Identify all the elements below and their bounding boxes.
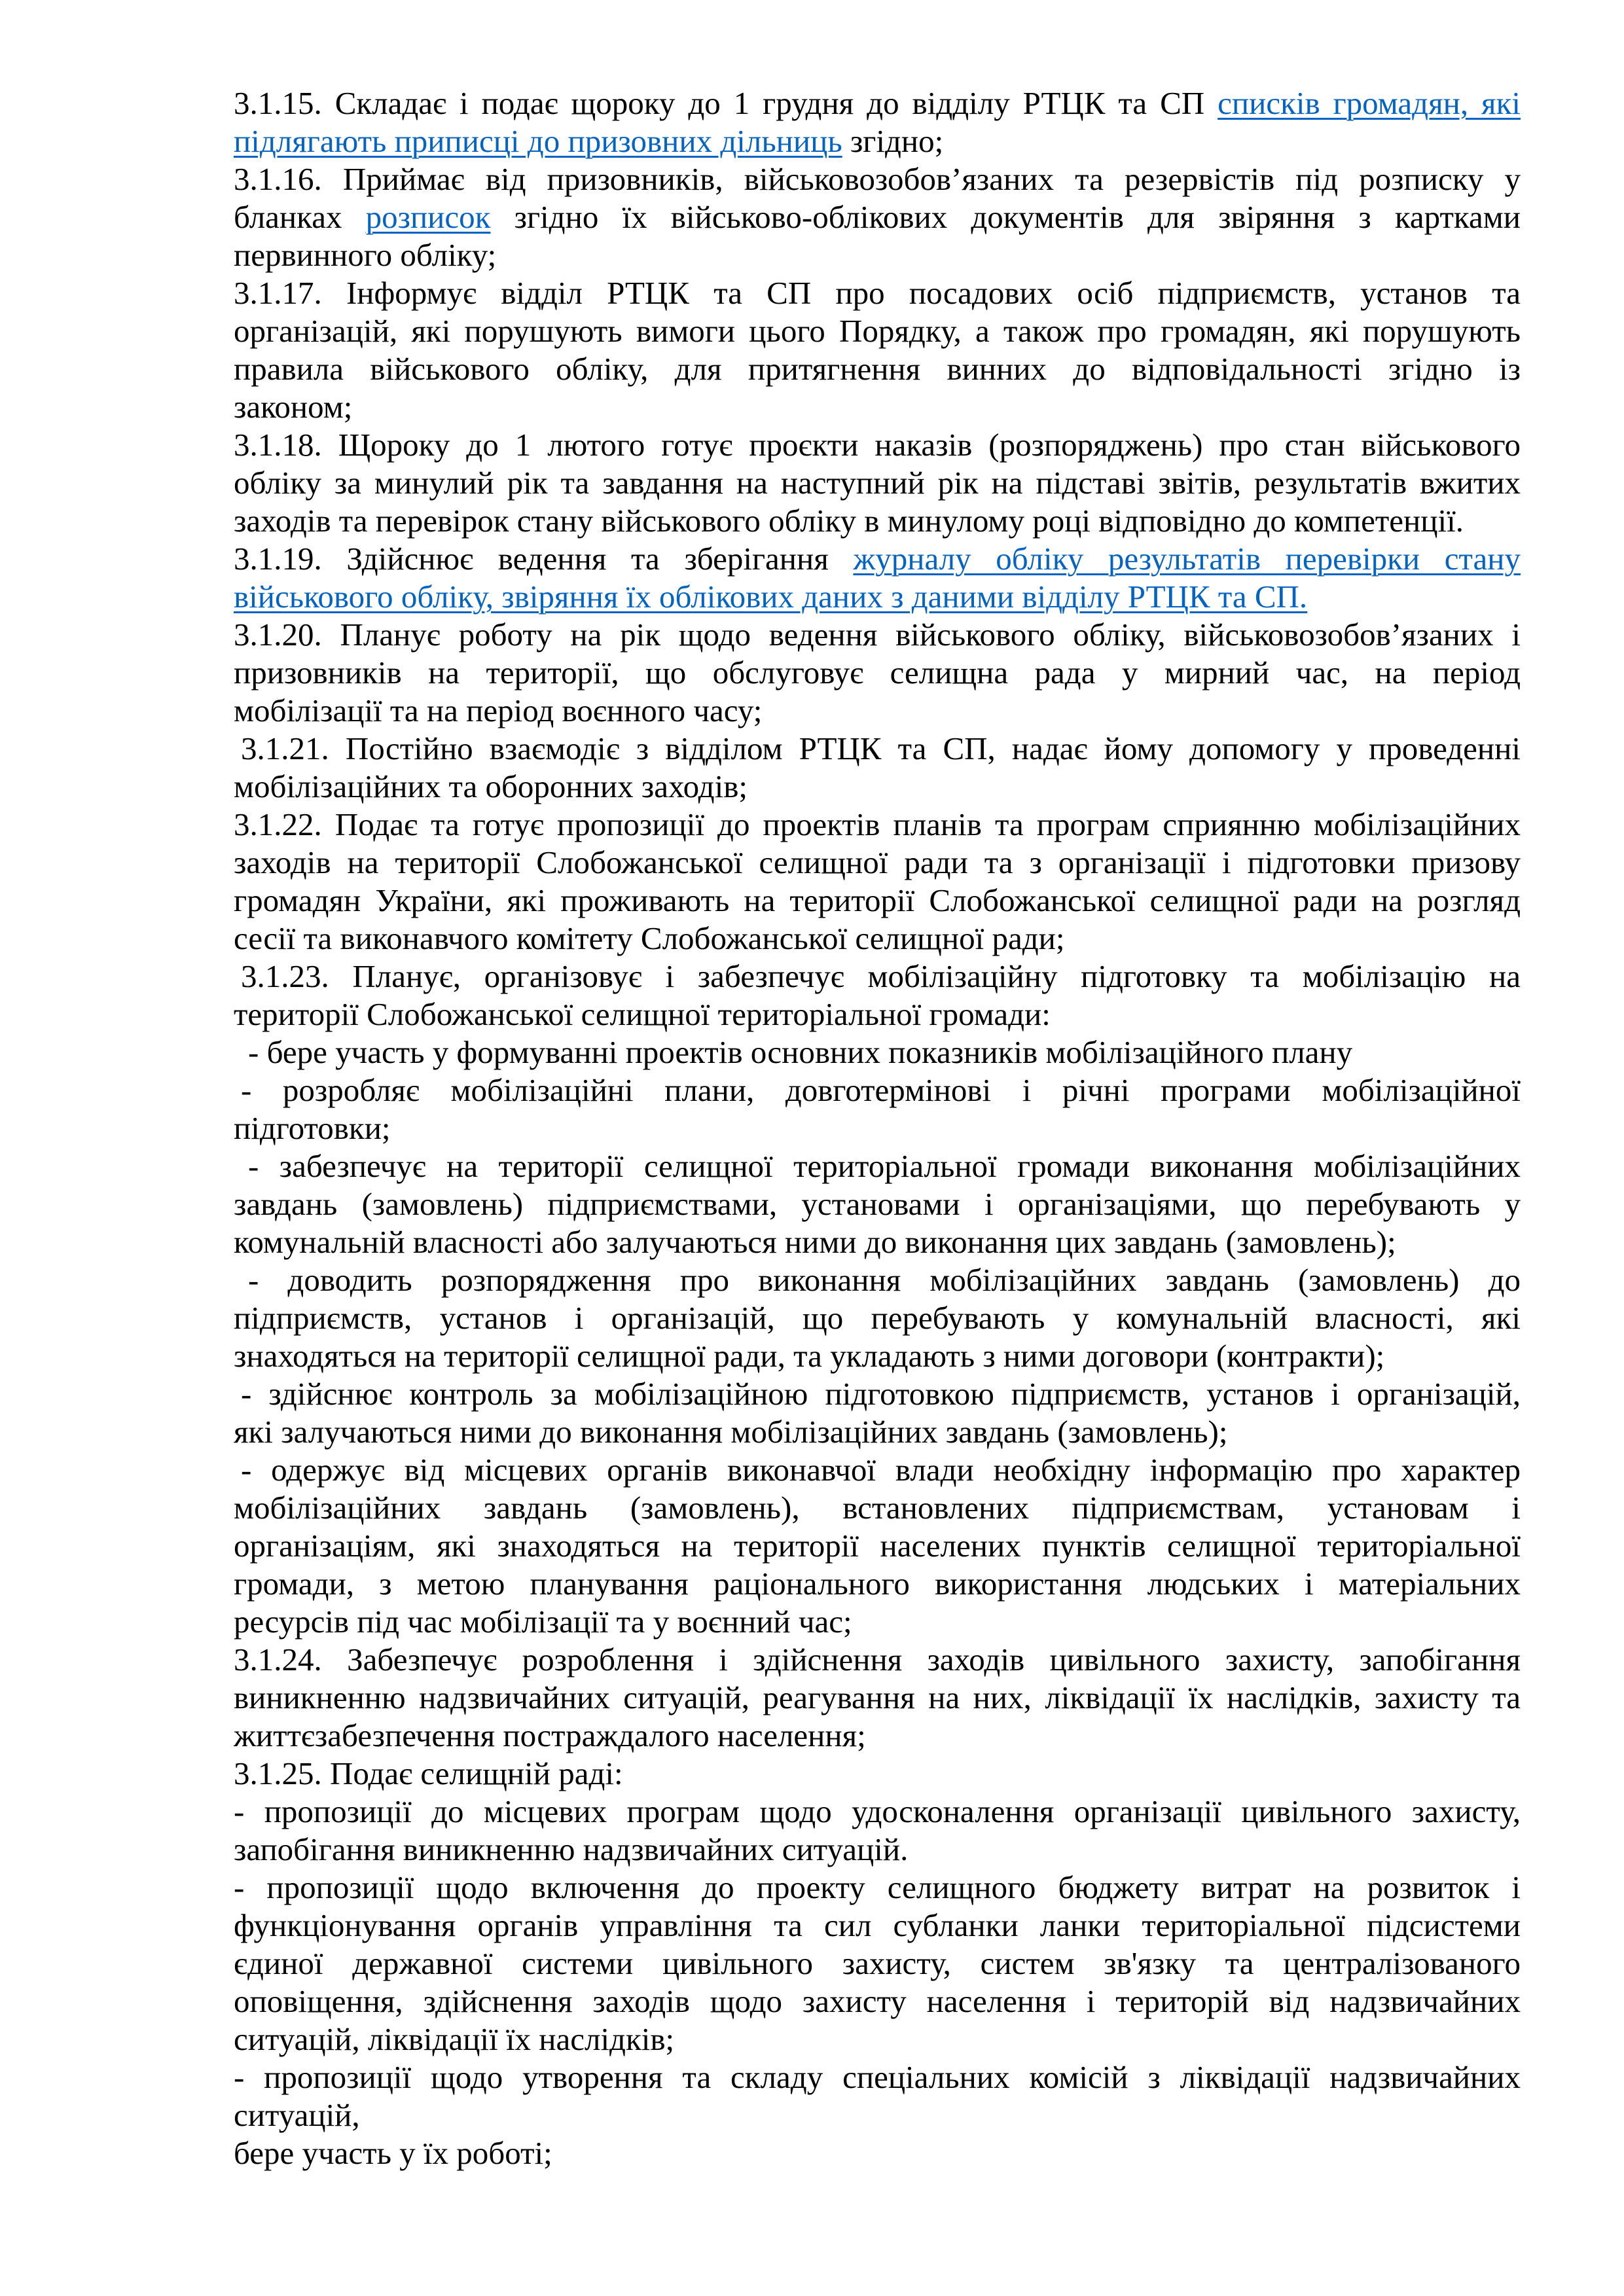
paragraph xyxy=(234,540,1521,616)
text-segment: - розробляє мобілізаційні плани, довготермінові і річні програми мобілізаційної xyxy=(241,1072,1521,1108)
text-line xyxy=(234,882,1521,920)
text-segment: - пропозиції до місцевих програм щодо удосконалення організації цивільного захисту, xyxy=(234,1793,1521,1829)
text-line xyxy=(234,654,1521,692)
text-segment: 3.1.16. Приймає від призовників, військовозобов’язаних та резервістів під розписку у xyxy=(234,161,1521,197)
text-line xyxy=(234,1223,1521,1261)
paragraph xyxy=(234,1375,1521,1451)
document-link[interactable]: підлягають приписці до призовних дільниць xyxy=(234,123,842,159)
paragraph xyxy=(234,2134,1521,2172)
text-line xyxy=(234,1337,1521,1375)
text-segment: сесії та виконавчого комітету Слобожанської селищної ради; xyxy=(234,920,1065,956)
paragraph xyxy=(234,426,1521,540)
text-segment: 3.1.22. Подає та готує пропозиції до проектів планів та програм сприянню мобілізаційних xyxy=(234,806,1521,842)
text-line xyxy=(234,1109,1521,1147)
text-line xyxy=(234,1071,1521,1109)
text-segment: - пропозиції щодо утворення та складу спеціальних комісій з ліквідації надзвичайних xyxy=(234,2059,1521,2095)
text-segment: виникненню надзвичайних ситуацій, реагування на них, ліквідації їх наслідків, захисту та xyxy=(234,1679,1521,1715)
text-segment: - здійснює контроль за мобілізаційною підготовкою підприємств, установ і організацій, xyxy=(241,1376,1521,1412)
text-line xyxy=(234,1489,1521,1527)
text-line xyxy=(234,1793,1521,1831)
text-line xyxy=(234,540,1521,578)
text-line xyxy=(234,616,1521,654)
text-line xyxy=(234,1755,1521,1793)
text-segment: громадян України, які проживають на території Слобожанської селищної ради на розгляд xyxy=(234,882,1521,918)
text-line xyxy=(234,578,1521,616)
paragraph xyxy=(234,1071,1521,1147)
text-segment: комунальній власності або залучаються ними до виконання цих завдань (замовлень); xyxy=(234,1224,1396,1260)
text-line xyxy=(234,958,1521,996)
text-line xyxy=(234,236,1521,274)
text-segment: єдиної державної системи цивільного захисту, систем зв'язку та централізованого xyxy=(234,1945,1521,1981)
text-segment: території Слобожанської селищної територіальної громади: xyxy=(234,996,1051,1032)
paragraph xyxy=(234,160,1521,274)
text-line xyxy=(234,1679,1521,1717)
paragraph xyxy=(234,84,1521,160)
text-line xyxy=(234,274,1521,312)
text-segment: обліку за минулий рік та завдання на наступний рік на підставі звітів, результатів вжитих xyxy=(234,465,1521,501)
text-line xyxy=(234,1831,1521,1869)
text-segment: оповіщення, здійснення заходів щодо захисту населення і територій від надзвичайних xyxy=(234,1983,1521,2019)
text-segment: організацій, які порушують вимоги цього Порядку, а також про громадян, які порушують xyxy=(234,313,1521,349)
text-line xyxy=(234,122,1521,160)
text-segment: 3.1.23. Планує, організовує і забезпечує мобілізаційну підготовку та мобілізацію на xyxy=(241,958,1521,994)
paragraph xyxy=(234,1755,1521,1793)
text-line xyxy=(234,2020,1521,2058)
text-line xyxy=(234,844,1521,882)
text-line xyxy=(234,84,1521,122)
paragraph xyxy=(234,1451,1521,1641)
text-line xyxy=(234,1641,1521,1679)
text-line xyxy=(234,768,1521,806)
text-segment: знаходяться на території селищної ради, та укладають з ними договори (контракти); xyxy=(234,1338,1385,1374)
text-line xyxy=(234,996,1521,1033)
text-segment: - бере участь у формуванні проектів основних показників мобілізаційного плану xyxy=(248,1034,1353,1070)
text-line xyxy=(234,1869,1521,1907)
text-segment: - доводить розпорядження про виконання мобілізаційних завдань (замовлень) до xyxy=(248,1262,1521,1298)
text-line xyxy=(234,1907,1521,1945)
text-line xyxy=(234,1261,1521,1299)
text-line xyxy=(234,1945,1521,1982)
text-line xyxy=(234,806,1521,844)
text-segment: заходів та перевірок стану військового обліку в минулому році відповідно до компетенції. xyxy=(234,503,1464,539)
paragraph xyxy=(234,616,1521,730)
paragraph xyxy=(234,1869,1521,2058)
text-segment: ситуацій, ліквідації їх наслідків; xyxy=(234,2021,675,2057)
text-segment: законом; xyxy=(234,389,353,425)
paragraph xyxy=(234,1147,1521,1261)
text-segment: 3.1.20. Планує роботу на рік щодо ведення військового обліку, військовозобов’язаних і xyxy=(234,617,1521,653)
paragraph xyxy=(234,958,1521,1033)
text-segment: 3.1.17. Інформує відділ РТЦК та СП про посадових осіб підприємств, установ та xyxy=(234,275,1521,311)
text-line xyxy=(234,1147,1521,1185)
text-line xyxy=(234,920,1521,958)
text-line xyxy=(234,1375,1521,1413)
text-line xyxy=(234,2058,1521,2096)
text-line xyxy=(234,426,1521,464)
text-segment: згідно; xyxy=(842,123,944,159)
text-line xyxy=(234,198,1521,236)
text-segment: бере участь у їх роботі; xyxy=(234,2135,552,2171)
text-segment: мобілізаційних та оборонних заходів; xyxy=(234,768,748,804)
document-page xyxy=(234,84,1521,2172)
text-line xyxy=(234,1717,1521,1755)
text-line xyxy=(234,1413,1521,1451)
text-segment: первинного обліку; xyxy=(234,237,497,273)
text-segment: завдань (замовлень) підприємствами, установами і організаціями, що перебувають у xyxy=(234,1186,1521,1222)
text-segment: функціонування органів управління та сил субланки ланки територіальної підсистеми xyxy=(234,1907,1521,1943)
text-segment: - одержує від місцевих органів виконавчої влади необхідну інформацію про характер xyxy=(241,1452,1521,1488)
text-line xyxy=(234,2134,1521,2172)
text-segment: 3.1.21. Постійно взаємодіє з відділом РТЦК та СП, надає йому допомогу у проведенні xyxy=(241,730,1521,766)
paragraph xyxy=(234,730,1521,806)
text-line xyxy=(234,1299,1521,1337)
text-segment: запобігання виникненню надзвичайних ситуацій. xyxy=(234,1831,909,1867)
paragraph xyxy=(234,274,1521,426)
text-segment: ситуацій, xyxy=(234,2097,360,2133)
text-line xyxy=(234,1565,1521,1603)
text-line xyxy=(234,160,1521,198)
text-segment: правила військового обліку, для притягнення винних до відповідальності згідно із xyxy=(234,351,1521,387)
text-segment: ресурсів під час мобілізації та у воєнний час; xyxy=(234,1604,852,1640)
text-segment: згідно їх військово-облікових документів для звіряння з картками xyxy=(490,199,1521,235)
text-line xyxy=(234,388,1521,426)
text-segment: підприємств, установ і організацій, що перебувають у комунальній власності, які xyxy=(234,1300,1521,1336)
text-segment: 3.1.15. Складає і подає щороку до 1 грудня до відділу РТЦК та СП xyxy=(234,85,1218,121)
text-segment: громади, з метою планування раціонального використання людських і матеріальних xyxy=(234,1566,1521,1602)
text-line xyxy=(234,464,1521,502)
text-line xyxy=(234,1982,1521,2020)
document-link[interactable]: розписок xyxy=(365,199,491,235)
text-segment: 3.1.19. Здійснює ведення та зберігання xyxy=(234,541,854,577)
text-line xyxy=(234,312,1521,350)
text-segment: мобілізації та на період воєнного часу; xyxy=(234,692,763,728)
text-segment: підготовки; xyxy=(234,1110,391,1146)
text-segment: 3.1.25. Подає селищній раді: xyxy=(234,1755,623,1791)
text-line xyxy=(234,1451,1521,1489)
text-line xyxy=(234,730,1521,768)
text-segment: організаціям, які знаходяться на території населених пунктів селищної територіальної xyxy=(234,1528,1521,1564)
document-link[interactable]: військового обліку, звіряння їх облікових даних з даними відділу РТЦК та СП. xyxy=(234,579,1308,615)
text-line xyxy=(234,692,1521,730)
text-line xyxy=(234,1603,1521,1641)
paragraph xyxy=(234,1641,1521,1755)
text-segment: призовників на території, що обслуговує селищна рада у мирний час, на період xyxy=(234,655,1521,691)
document-link[interactable]: журналу обліку результатів перевірки стану xyxy=(853,541,1521,577)
paragraph xyxy=(234,806,1521,958)
text-segment: - пропозиції щодо включення до проекту селищного бюджету витрат на розвиток і xyxy=(234,1869,1521,1905)
text-line xyxy=(234,1185,1521,1223)
text-segment: мобілізаційних завдань (замовлень), встановлених підприємствам, установам і xyxy=(234,1490,1521,1526)
text-segment: 3.1.18. Щороку до 1 лютого готує проєкти наказів (розпоряджень) про стан військового xyxy=(234,427,1521,463)
text-segment: заходів на території Слобожанської селищної ради та з організації і підготовки призову xyxy=(234,844,1521,880)
text-segment: життєзабезпечення постраждалого населення; xyxy=(234,1717,866,1753)
text-segment: - забезпечує на території селищної територіальної громади виконання мобілізаційних xyxy=(248,1148,1521,1184)
text-line xyxy=(234,2096,1521,2134)
text-segment: 3.1.24. Забезпечує розроблення і здійснення заходів цивільного захисту, запобігання xyxy=(234,1641,1521,1677)
paragraph xyxy=(234,1261,1521,1375)
paragraph xyxy=(234,1033,1521,1071)
paragraph xyxy=(234,2058,1521,2134)
text-line xyxy=(234,1033,1521,1071)
text-line xyxy=(234,350,1521,388)
text-segment: які залучаються ними до виконання мобілізаційних завдань (замовлень); xyxy=(234,1414,1228,1450)
document-link[interactable]: списків громадян, які xyxy=(1218,85,1521,121)
paragraph xyxy=(234,1793,1521,1869)
text-line xyxy=(234,502,1521,540)
text-segment: бланках xyxy=(234,199,366,235)
text-line xyxy=(234,1527,1521,1565)
